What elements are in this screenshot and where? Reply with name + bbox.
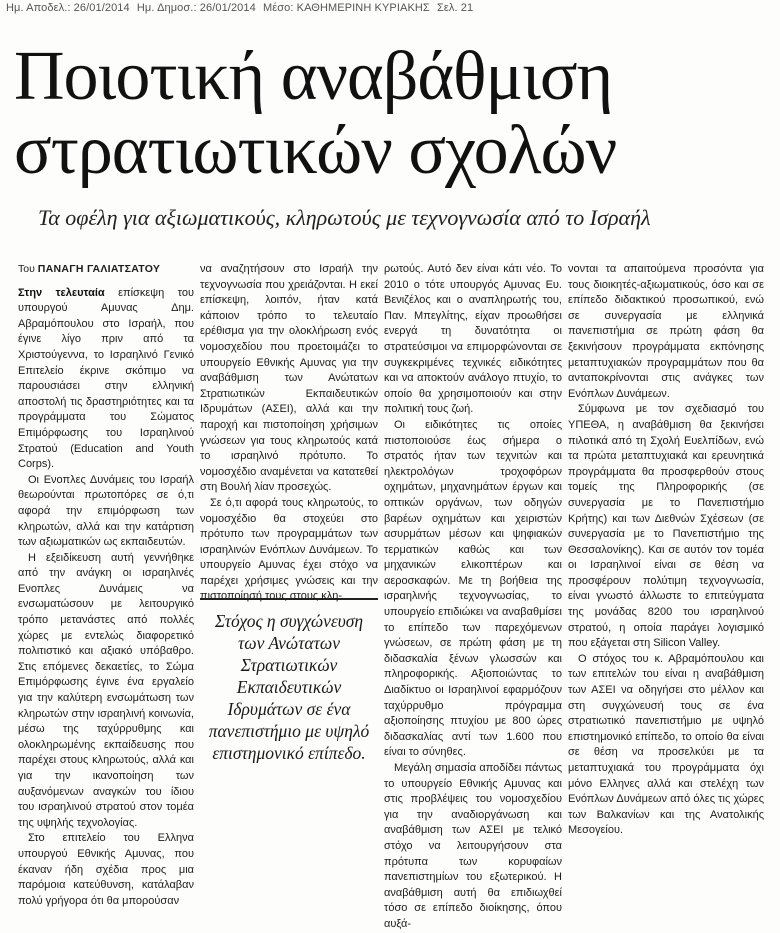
byline-prefix: Του <box>18 263 38 275</box>
byline <box>18 262 194 278</box>
paragraph: Η εξειδίκευση αυτή γεννήθηκε από την ανάγκη οι ισραηλινές Ενοπλες Δυνάμεις να ενσωματώσουν με λειτουργικό τρόπο μετανάστες από πολλές χώρες με εντελώς διαφορετικό πολιτιστικό και αξιακό υπόβαθρο. Στις επόμενες δεκαετίες, το Σώμα Επιμόρφωσης έγινε ένα εργαλείο για την καλύτερη ενσωμάτωση των κληρωτών στην ισραηλινή κοινωνία, μέσω της ταχύρρυθμης και ολοκληρωμένης εκπαίδευσης που παρέχει στους κληρωτούς, αλλά και για την ικανοποίηση των αυξανόμενων αναγκών του ίδιου του ισραηλινού στρατού στον τομέα της υψηλής τεχνολογίας. <box>18 551 194 829</box>
paragraph: Οι Ενοπλες Δυνάμεις του Ισραήλ θεωρούνται πρωτοπόρες σε ό,τι αφορά την επιμόρφωση των κληρωτών, αλλά και την κατάρτιση των αξιωματικών ως εκπαιδευτών. <box>18 473 194 549</box>
article-column-4 <box>568 262 764 872</box>
paragraph: Μεγάλη σημασία αποδίδει πάντως το υπουργείο Εθνικής Αμυνας και στις προβλέψεις του νομοσχεδίου για την αναδιοργάνωση και αναβάθμιση των ΑΣΕΙ με τελικό στόχο να λειτουργήσουν στα πρότυπα των κορυφαίων πανεπιστημίων του εξωτερικού. Η αναβάθμιση αυτή θα επιδιωχθεί τόσο σε επίπεδο διοίκησης, όπου αυξά- <box>384 762 562 930</box>
pull-quote: Στόχος η συγχώνευση των Ανώτατων Στρατιωτικών Εκπαιδευτικών Ιδρυμάτων σε ένα πανεπιστήμιο με υψηλό επιστημονικό επίπεδο. <box>200 598 378 748</box>
paragraph: ρωτούς. Αυτό δεν είναι κάτι νέο. Το 2010 ο τότε υπουργός Αμυνας Ευ. Βενιζέλος και ο αναπληρωτής του, Παν. Μπεγλίτης, είχαν προωθήσει ενεργά τη δυνατότητα οι στρατεύσιμοι να επιμορφώνονται σε συγκεκριμένες τεχνικές ειδικότητες και να αποκτούν ανάλογο πτυχίο, το οποίο θα χρησιμοποιούν και στην πολιτική τους ζωή. <box>384 263 562 416</box>
paragraph: Σύμφωνα με τον σχεδιασμό του ΥΠΕΘΑ, η αναβάθμιση θα ξεκινήσει πιλοτικά από τη Σχολή Ευελπίδων, ενώ τα πρώτα μεταπτυχιακά και ερευνητικά προγράμματα θα προσφερθούν στους τομείς της Πληροφορικής (σε συνεργασία με το Πανεπιστήμιο Κρήτης) και των Διεθνών Σχέσεων (σε συνεργασία με το Πανεπιστήμιο της Θεσσαλονίκης). Και σε αυτόν τον τομέα οι Ισραηλινοί είναι σε θέση να προσφέρουν πολύτιμη τεχνογνωσία, είναι γνωστό άλλωστε το επιτεύγματα της μονάδας 8200 του ισραηλινού στρατού, η οποία παράγει λογισμικό που εξάγεται στη Silicon Valley. <box>568 403 764 650</box>
article-column-2 <box>200 262 378 603</box>
paragraph <box>18 286 194 473</box>
clipping-date: Ημ. Αποδελ.: 26/01/2014 <box>6 2 130 14</box>
publication-date: Ημ. Δημοσ.: 26/01/2014 <box>136 2 256 14</box>
page-number: Σελ. 21 <box>436 2 474 14</box>
paragraph: νονται τα απαιτούμενα προσόντα για τους διοικητές-αξιωματικούς, όσο και σε επίπεδο διδακτικού προσωπικού, ενώ σε συνεργασία με ελληνικά πανεπιστήμια σε πρώτη φάση θα ξεκινήσουν προγράμματα εκπόνησης μεταπτυχιακών προγραμμάτων που θα ανταποκρίνονται στις ανάγκες των Ενόπλων Δυνάμεων. <box>568 263 764 400</box>
article-column-3 <box>384 262 562 930</box>
headline-line-2: στρατιωτικών σχολών <box>14 112 617 189</box>
paragraph: Ο στόχος του κ. Αβραμόπουλου και των επιτελών του είναι η αναβάθμιση των ΑΣΕΙ να οδηγήσει στο μέλλον και στη συγχώνευσή τους σε ένα στρατιωτικό πανεπιστήμιο με υψηλό επιστημονικό επίπεδο, το οποίο θα είναι σε θέση να προσελκύει με τα μεταπτυχιακά του προγράμματα όχι μόνο Ελληνες αλλά και στελέχη των Ενόπλων Δυνάμεων από όλες τις χώρες των Βαλκανίων και της Ανατολικής Μεσογείου. <box>568 652 764 837</box>
paragraph: Οι ειδικότητες τις οποίες πιστοποιούσε έως σήμερα ο στρατός ήταν των τεχνιτών και ηλεκτρολόγων τροχοφόρων οχημάτων, μηχανημάτων έργων και οπτικών οργάνων, των οδηγών βαρέων οχημάτων και χειριστών ασυρμάτων μέσων και ψηφιακών τερματικών καθώς και των μηχανικών ελικοπτέρων και αεροσκαφών. Με τη βοήθεια της ισραηλινής τεχνογνωσίας, το υπουργείο επιδιώκει να αναβαθμίσει το επίπεδο των παρεχόμενων γνώσεων, σε πρώτη φάση με τη διδασκαλία ξένων γλωσσών και πληροφορικής. Αξιοποιώντας το Διαδίκτυο οι Ισραηλινοί εφαρμόζουν ταχύρρυθμο πρόγραμμα αξιοποίησης πτυχίου με 800 ώρες διδασκαλίας αντί των 1.600 που είναι το σύνηθες. <box>384 418 562 759</box>
lead-in: Στην τελευταία <box>18 286 105 299</box>
source-medium: Μέσο: ΚΑΘΗΜΕΡΙΝΗ ΚΥΡΙΑΚΗΣ <box>262 2 430 14</box>
paragraph-text: επίσκεψη του υπουργού Αμυνας Δημ. Αβραμόπουλου στο Ισραήλ, που έγινε λίγο πριν από τα Χριστούγεννα, το Ισραηλινό Γενικό Επιτελείο έκρινε σκόπιμο να παρουσιάσει στην ελληνική αποστολή τις δραστηριότητες και τα προγράμματα του Σώματος Επιμόρφωσης του Ισραηλινού Στρατού (Education and Youth Corps). <box>18 286 194 471</box>
headline <box>14 40 774 188</box>
paragraph: Σε ό,τι αφορά τους κληρωτούς, το νομοσχέδιο θα στοχεύει στο πρότυπο των προγραμμάτων των ισραηλινών Ενόπλων Δυνάμεων. Το υπουργείο Αμυνας έχει στόχο να παρέχει χρήσιμες γνώσεις και την πιστοποίησή τους στους κλη- <box>200 496 378 603</box>
subheadline: Τα οφέλη για αξιωματικούς, κληρωτούς με τεχνογνωσία από το Ισραήλ <box>38 205 651 230</box>
paragraph: Στο επιτελείο του Ελληνα υπουργού Εθνικής Αμυνας, που έκαναν ήδη σχέδια προς μια παρόμοια κατεύθυνση, κατάλαβαν πολύ γρήγορα ότι θα μπορούσαν <box>18 832 194 907</box>
byline-author: ΠΑΝΑΓΗ ΓΑΛΙΑΤΣΑΤΟΥ <box>37 263 161 275</box>
paragraph: να αναζητήσουν στο Ισραήλ την τεχνογνωσία που χρειάζονται. Η εκεί επίσκεψη, λοιπόν, ήταν κατά κάποιον τρόπο το τελευταίο ερέθισμα για την ολοκλήρωση ενός νομοσχεδίου που προετοιμάζει το υπουργείο Εθνικής Αμυνας για την αναβάθμιση των Ανώτατων Στρατιωτικών Εκπαιδευτικών Ιδρυμάτων (ΑΣΕΙ), αλλά και την παροχή και πιστοποίηση χρήσιμων γνώσεων για τους κληρωτούς κατά το ισραηλινό πρότυπο. Το νομοσχέδιο αναμένεται να κατατεθεί στη Βουλή λίαν προσεχώς. <box>200 263 378 494</box>
headline-line-1: Ποιοτική αναβάθμιση <box>14 38 613 115</box>
article-column-1 <box>18 262 194 907</box>
clipping-metadata <box>6 2 477 18</box>
